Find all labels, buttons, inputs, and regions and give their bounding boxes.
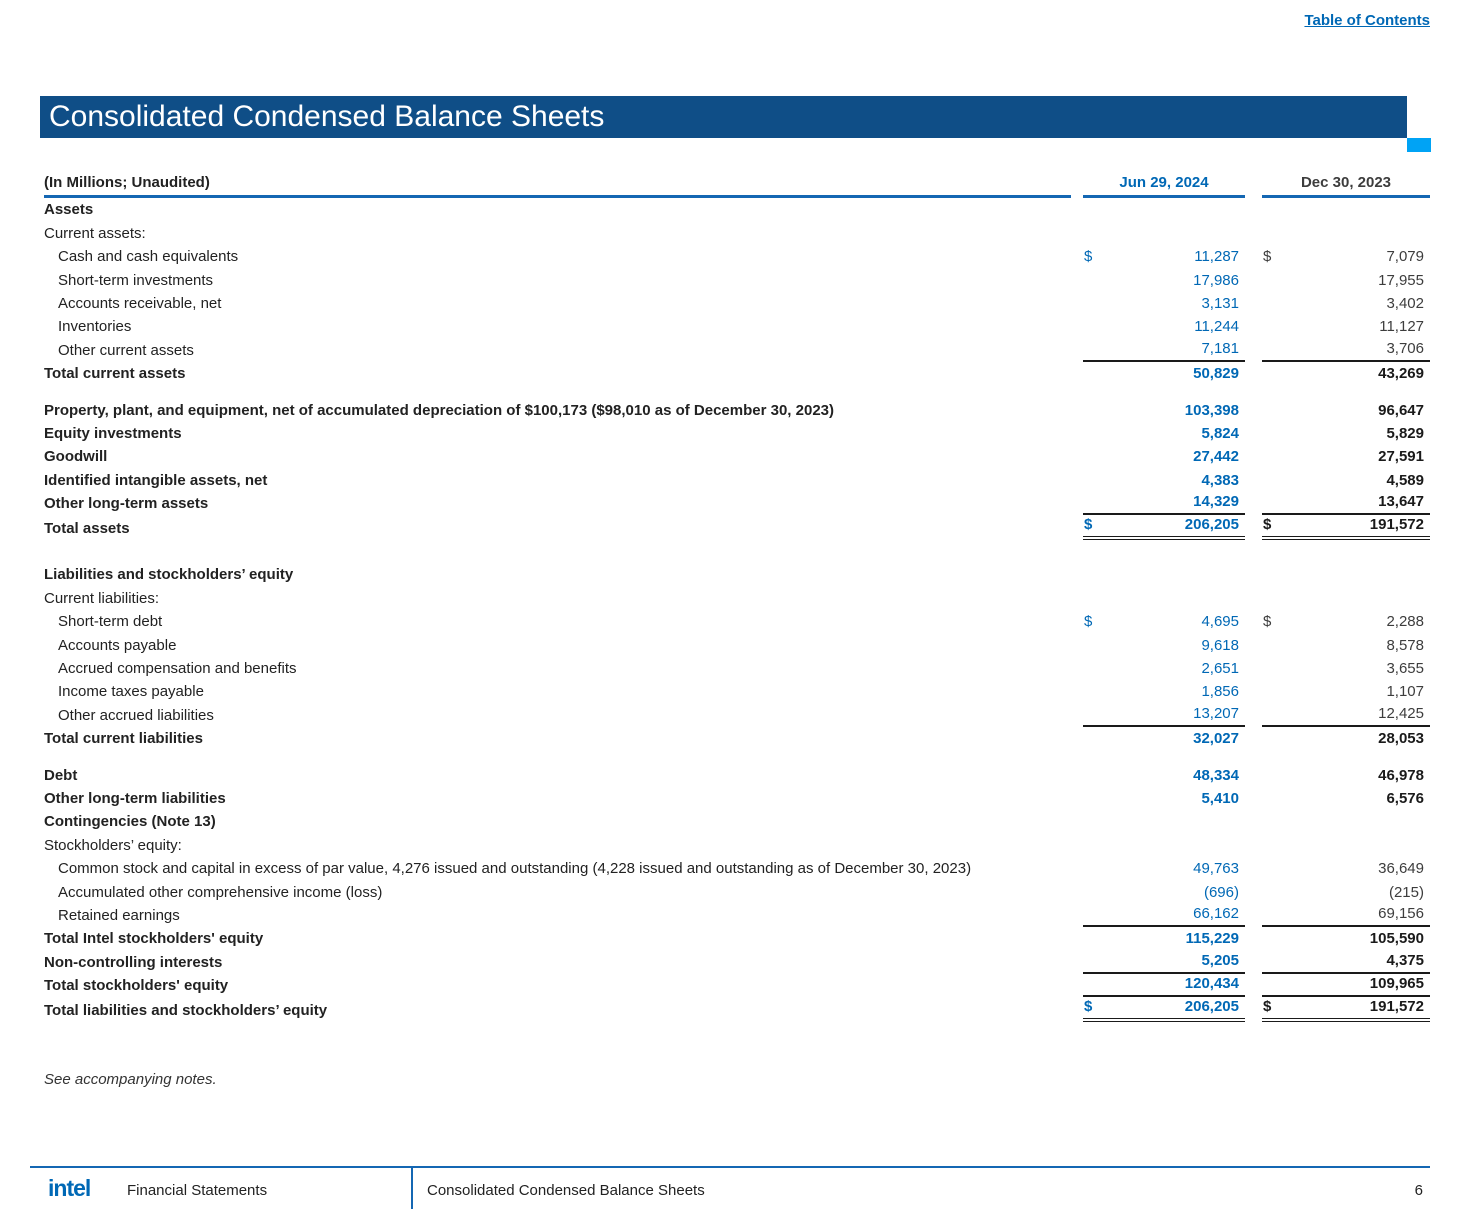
- value: 7,079: [1386, 248, 1424, 266]
- currency-symbol: [1262, 317, 1263, 336]
- table-row: [44, 268, 1430, 291]
- value-cell: [1083, 247, 1245, 268]
- value-cell: [1262, 584, 1430, 586]
- currency-symbol: [1262, 859, 1263, 878]
- value-cell: [1262, 659, 1430, 680]
- currency-symbol: [1262, 904, 1263, 923]
- value: 9,618: [1201, 636, 1239, 654]
- value-cell: [1083, 424, 1245, 445]
- value: 69,156: [1378, 904, 1424, 922]
- value-cell: [1262, 974, 1430, 997]
- currency-symbol: [1083, 471, 1084, 490]
- table-row: [44, 422, 1430, 445]
- currency-symbol: [1083, 447, 1084, 466]
- currency-symbol: [1262, 294, 1263, 313]
- value: 49,763: [1193, 860, 1239, 878]
- value: 27,591: [1378, 448, 1424, 466]
- table-row: [44, 315, 1430, 338]
- value-cell: [1262, 424, 1430, 445]
- currency-symbol: [1083, 682, 1084, 701]
- value-cell: [1083, 729, 1245, 750]
- value: 1,856: [1201, 683, 1239, 701]
- value: 7,181: [1201, 339, 1239, 357]
- value-cell: [1083, 364, 1245, 385]
- table-row: [44, 857, 1430, 880]
- row-label: Total liabilities and stockholders’ equity: [44, 1002, 328, 1020]
- value: 1,107: [1386, 683, 1424, 701]
- currency-symbol: [1262, 424, 1263, 443]
- units-label: (In Millions; Unaudited): [44, 174, 1071, 198]
- currency-symbol: [1262, 339, 1263, 358]
- footer-document-title: Consolidated Condensed Balance Sheets: [427, 1182, 705, 1199]
- currency-symbol: [1262, 492, 1263, 511]
- currency-symbol: [1262, 729, 1263, 748]
- value: (696): [1203, 883, 1239, 901]
- value: 5,205: [1201, 951, 1239, 969]
- value-cell: [1083, 447, 1245, 468]
- value-cell: [1083, 294, 1245, 315]
- table-row: [44, 927, 1430, 950]
- currency-symbol: [1083, 729, 1084, 748]
- value: 3,402: [1386, 294, 1424, 312]
- row-label: Assets: [44, 201, 94, 219]
- row-label: Cash and cash equivalents: [58, 248, 239, 266]
- currency-symbol: [1262, 883, 1263, 902]
- value-cell: [1083, 951, 1245, 974]
- value: 3,706: [1386, 339, 1424, 357]
- value: 3,655: [1386, 660, 1424, 678]
- currency-symbol: [1083, 424, 1084, 443]
- value-cell: [1083, 831, 1245, 833]
- table-row: [44, 398, 1430, 421]
- currency-symbol: [1083, 883, 1084, 902]
- currency-symbol: $: [1084, 516, 1093, 534]
- table-row: [44, 833, 1430, 856]
- currency-symbol: [1262, 659, 1263, 678]
- value-cell: [1262, 831, 1430, 833]
- table-row: [44, 880, 1430, 903]
- value: 6,576: [1386, 789, 1424, 807]
- currency-symbol: $: [1084, 248, 1093, 266]
- value-cell: [1262, 704, 1430, 727]
- table-row: [44, 586, 1430, 609]
- row-label: Liabilities and stockholders’ equity: [44, 566, 294, 584]
- value-cell: [1083, 997, 1245, 1022]
- row-label: Stockholders’ equity:: [44, 836, 182, 854]
- value: 206,205: [1184, 516, 1239, 534]
- currency-symbol: $: [1263, 516, 1272, 534]
- value-cell: [1083, 515, 1245, 540]
- value-cell: [1083, 789, 1245, 810]
- value: 96,647: [1378, 401, 1424, 419]
- value-cell: [1083, 471, 1245, 492]
- accent-square: [1407, 138, 1431, 152]
- table-row: [44, 810, 1430, 833]
- value-cell: [1262, 339, 1430, 362]
- currency-symbol: [1083, 317, 1084, 336]
- currency-symbol: [1083, 789, 1084, 808]
- value-cell: [1083, 883, 1245, 904]
- value-cell: [1083, 612, 1245, 633]
- value: 4,383: [1201, 471, 1239, 489]
- currency-symbol: [1083, 636, 1084, 655]
- value: 191,572: [1369, 998, 1424, 1016]
- value-cell: [1262, 471, 1430, 492]
- value-cell: [1083, 401, 1245, 422]
- value-cell: [1262, 243, 1430, 245]
- currency-symbol: [1262, 789, 1263, 808]
- value-cell: [1083, 271, 1245, 292]
- currency-symbol: [1262, 271, 1263, 290]
- value: 2,651: [1201, 660, 1239, 678]
- row-label: Total assets: [44, 520, 130, 538]
- value-cell: [1083, 766, 1245, 787]
- value-cell: [1262, 608, 1430, 610]
- row-label: Current assets:: [44, 224, 146, 242]
- row-label: Other current assets: [58, 341, 194, 359]
- currency-symbol: [1083, 974, 1084, 993]
- value-cell: [1262, 247, 1430, 268]
- value-cell: [1262, 636, 1430, 657]
- value-cell: [1083, 219, 1245, 221]
- row-label: Short-term debt: [58, 613, 163, 631]
- value: 27,442: [1193, 448, 1239, 466]
- row-label: Total current liabilities: [44, 730, 203, 748]
- value: 36,649: [1378, 860, 1424, 878]
- row-label: Property, plant, and equipment, net of accumulated depreciation of $100,173 ($98,010 as of December 30, 2023): [44, 401, 834, 419]
- value: 48,334: [1193, 766, 1239, 784]
- currency-symbol: [1262, 471, 1263, 490]
- value-cell: [1262, 904, 1430, 927]
- currency-symbol: [1083, 704, 1084, 723]
- value: 120,434: [1184, 975, 1239, 993]
- value-cell: [1262, 364, 1430, 385]
- value: 13,207: [1193, 704, 1239, 722]
- value-cell: [1083, 974, 1245, 997]
- currency-symbol: [1262, 636, 1263, 655]
- table-row: [44, 727, 1430, 750]
- value-cell: [1083, 682, 1245, 703]
- row-label: Equity investments: [44, 424, 182, 442]
- value: 50,829: [1193, 365, 1239, 383]
- value-cell: [1262, 855, 1430, 857]
- value-cell: [1083, 636, 1245, 657]
- value: 105,590: [1369, 930, 1424, 948]
- value-cell: [1083, 584, 1245, 586]
- table-row: [44, 680, 1430, 703]
- table-row: [44, 563, 1430, 586]
- table-header-row: [44, 170, 1430, 198]
- value: 5,824: [1201, 424, 1239, 442]
- value: 11,244: [1194, 318, 1239, 336]
- value-cell: [1262, 515, 1430, 540]
- currency-symbol: [1262, 682, 1263, 701]
- value-cell: [1262, 997, 1430, 1022]
- value: 206,205: [1184, 998, 1239, 1016]
- value: 14,329: [1193, 493, 1239, 511]
- row-label: Common stock and capital in excess of par value, 4,276 issued and outstanding (4,228 issued and outstanding as of December 30, 2023): [58, 860, 972, 878]
- balance-sheet-table: [44, 170, 1430, 1022]
- value-cell: [1083, 339, 1245, 362]
- currency-symbol: [1262, 704, 1263, 723]
- table-row: [44, 787, 1430, 810]
- table-row: [44, 198, 1430, 221]
- row-label: Retained earnings: [58, 906, 180, 924]
- value: 11,287: [1194, 248, 1239, 266]
- currency-symbol: $: [1263, 613, 1272, 631]
- currency-symbol: [1083, 271, 1084, 290]
- table-row: [44, 445, 1430, 468]
- currency-symbol: [1083, 951, 1084, 970]
- row-label: Accrued compensation and benefits: [58, 660, 297, 678]
- currency-symbol: [1262, 401, 1263, 420]
- value: 191,572: [1369, 516, 1424, 534]
- value: 12,425: [1378, 704, 1424, 722]
- footer-divider: [411, 1168, 413, 1209]
- currency-symbol: [1083, 659, 1084, 678]
- value-cell: [1262, 492, 1430, 515]
- value: 46,978: [1378, 766, 1424, 784]
- currency-symbol: [1083, 401, 1084, 420]
- currency-symbol: $: [1263, 998, 1272, 1016]
- value: 5,410: [1201, 789, 1239, 807]
- value-cell: [1262, 929, 1430, 950]
- value-cell: [1083, 929, 1245, 950]
- table-row: [44, 633, 1430, 656]
- row-label: Identified intangible assets, net: [44, 471, 268, 489]
- row-label: Other long-term liabilities: [44, 789, 226, 807]
- value-cell: [1083, 659, 1245, 680]
- value-cell: [1083, 243, 1245, 245]
- row-label: Non-controlling interests: [44, 953, 223, 971]
- value: 11,127: [1379, 318, 1424, 336]
- footer-section-label: Financial Statements: [127, 1182, 268, 1199]
- value: 3,131: [1201, 294, 1239, 312]
- column-header-2023: [1262, 174, 1430, 198]
- column-header-2024: [1083, 174, 1245, 198]
- row-label: Current liabilities:: [44, 589, 160, 607]
- value-cell: [1262, 447, 1430, 468]
- row-label: Contingencies (Note 13): [44, 813, 216, 831]
- value: (215): [1388, 883, 1424, 901]
- table-row: [44, 610, 1430, 633]
- currency-symbol: [1083, 904, 1084, 923]
- value-cell: [1083, 859, 1245, 880]
- table-row: [44, 515, 1430, 540]
- value-cell: [1262, 789, 1430, 810]
- value-cell: [1262, 766, 1430, 787]
- row-label: Goodwill: [44, 448, 108, 466]
- value-cell: [1083, 904, 1245, 927]
- row-label: Income taxes payable: [58, 683, 204, 701]
- currency-symbol: [1262, 364, 1263, 383]
- currency-symbol: $: [1084, 613, 1093, 631]
- value-cell: [1083, 855, 1245, 857]
- value: 4,375: [1386, 951, 1424, 969]
- table-row: [44, 245, 1430, 268]
- table-row: [44, 703, 1430, 726]
- value: 4,589: [1386, 471, 1424, 489]
- table-row: [44, 657, 1430, 680]
- table-row: [44, 997, 1430, 1022]
- row-label: Accounts receivable, net: [58, 294, 222, 312]
- currency-symbol: [1083, 929, 1084, 948]
- value-cell: [1083, 704, 1245, 727]
- table-row: [44, 221, 1430, 244]
- intel-logo: intel: [48, 1175, 91, 1201]
- value: 109,965: [1369, 975, 1424, 993]
- table-row: [44, 362, 1430, 385]
- table-row: [44, 904, 1430, 927]
- currency-symbol: $: [1084, 998, 1093, 1016]
- value: 17,955: [1378, 271, 1424, 289]
- value: 43,269: [1378, 365, 1424, 383]
- value-cell: [1262, 219, 1430, 221]
- row-label: Total current assets: [44, 365, 186, 383]
- column-header-label: Jun 29, 2024: [1119, 174, 1209, 191]
- table-of-contents-link[interactable]: Table of Contents: [1304, 12, 1430, 29]
- table-row: [44, 468, 1430, 491]
- value: 28,053: [1378, 730, 1424, 748]
- currency-symbol: [1083, 859, 1084, 878]
- currency-symbol: [1262, 447, 1263, 466]
- currency-symbol: [1083, 294, 1084, 313]
- table-row: [44, 492, 1430, 515]
- row-label: Total Intel stockholders' equity: [44, 930, 264, 948]
- table-row: [44, 950, 1430, 973]
- value-cell: [1262, 883, 1430, 904]
- currency-symbol: [1083, 766, 1084, 785]
- value: 13,647: [1378, 493, 1424, 511]
- accompanying-note: See accompanying notes.: [44, 1071, 217, 1088]
- value-cell: [1262, 612, 1430, 633]
- value-cell: [1262, 401, 1430, 422]
- value-cell: [1262, 317, 1430, 338]
- value: 17,986: [1193, 271, 1239, 289]
- value-cell: [1083, 317, 1245, 338]
- row-label: Accounts payable: [58, 636, 177, 654]
- page-footer: [30, 1166, 1430, 1210]
- value-cell: [1083, 608, 1245, 610]
- value: 32,027: [1193, 730, 1239, 748]
- row-label: Other accrued liabilities: [58, 706, 214, 724]
- row-label: Total stockholders' equity: [44, 977, 229, 995]
- currency-symbol: [1083, 339, 1084, 358]
- value-cell: [1083, 492, 1245, 515]
- value: 5,829: [1386, 424, 1424, 442]
- table-row: [44, 338, 1430, 361]
- currency-symbol: [1262, 951, 1263, 970]
- value: 8,578: [1386, 636, 1424, 654]
- value-cell: [1262, 859, 1430, 880]
- value-cell: [1262, 729, 1430, 750]
- value: 4,695: [1201, 613, 1239, 631]
- row-label: Debt: [44, 766, 78, 784]
- value-cell: [1262, 271, 1430, 292]
- value: 2,288: [1386, 613, 1424, 631]
- table-row: [44, 292, 1430, 315]
- value: 115,229: [1185, 930, 1239, 948]
- row-label: Accumulated other comprehensive income (loss): [58, 883, 383, 901]
- currency-symbol: [1262, 766, 1263, 785]
- value-cell: [1262, 294, 1430, 315]
- row-label: Other long-term assets: [44, 495, 209, 513]
- currency-symbol: [1083, 364, 1084, 383]
- currency-symbol: [1262, 929, 1263, 948]
- table-row: [44, 763, 1430, 786]
- value-cell: [1262, 682, 1430, 703]
- table-body: [44, 198, 1430, 1022]
- page-title: Consolidated Condensed Balance Sheets: [40, 96, 1407, 138]
- row-label: Short-term investments: [58, 271, 214, 289]
- value: 103,398: [1184, 401, 1239, 419]
- row-label: Inventories: [58, 318, 132, 336]
- table-row: [44, 974, 1430, 997]
- page-number: 6: [1414, 1182, 1423, 1199]
- column-header-label: Dec 30, 2023: [1300, 174, 1392, 191]
- currency-symbol: [1262, 974, 1263, 993]
- value: 66,162: [1193, 904, 1239, 922]
- currency-symbol: [1083, 492, 1084, 511]
- currency-symbol: $: [1263, 248, 1272, 266]
- value-cell: [1262, 951, 1430, 974]
